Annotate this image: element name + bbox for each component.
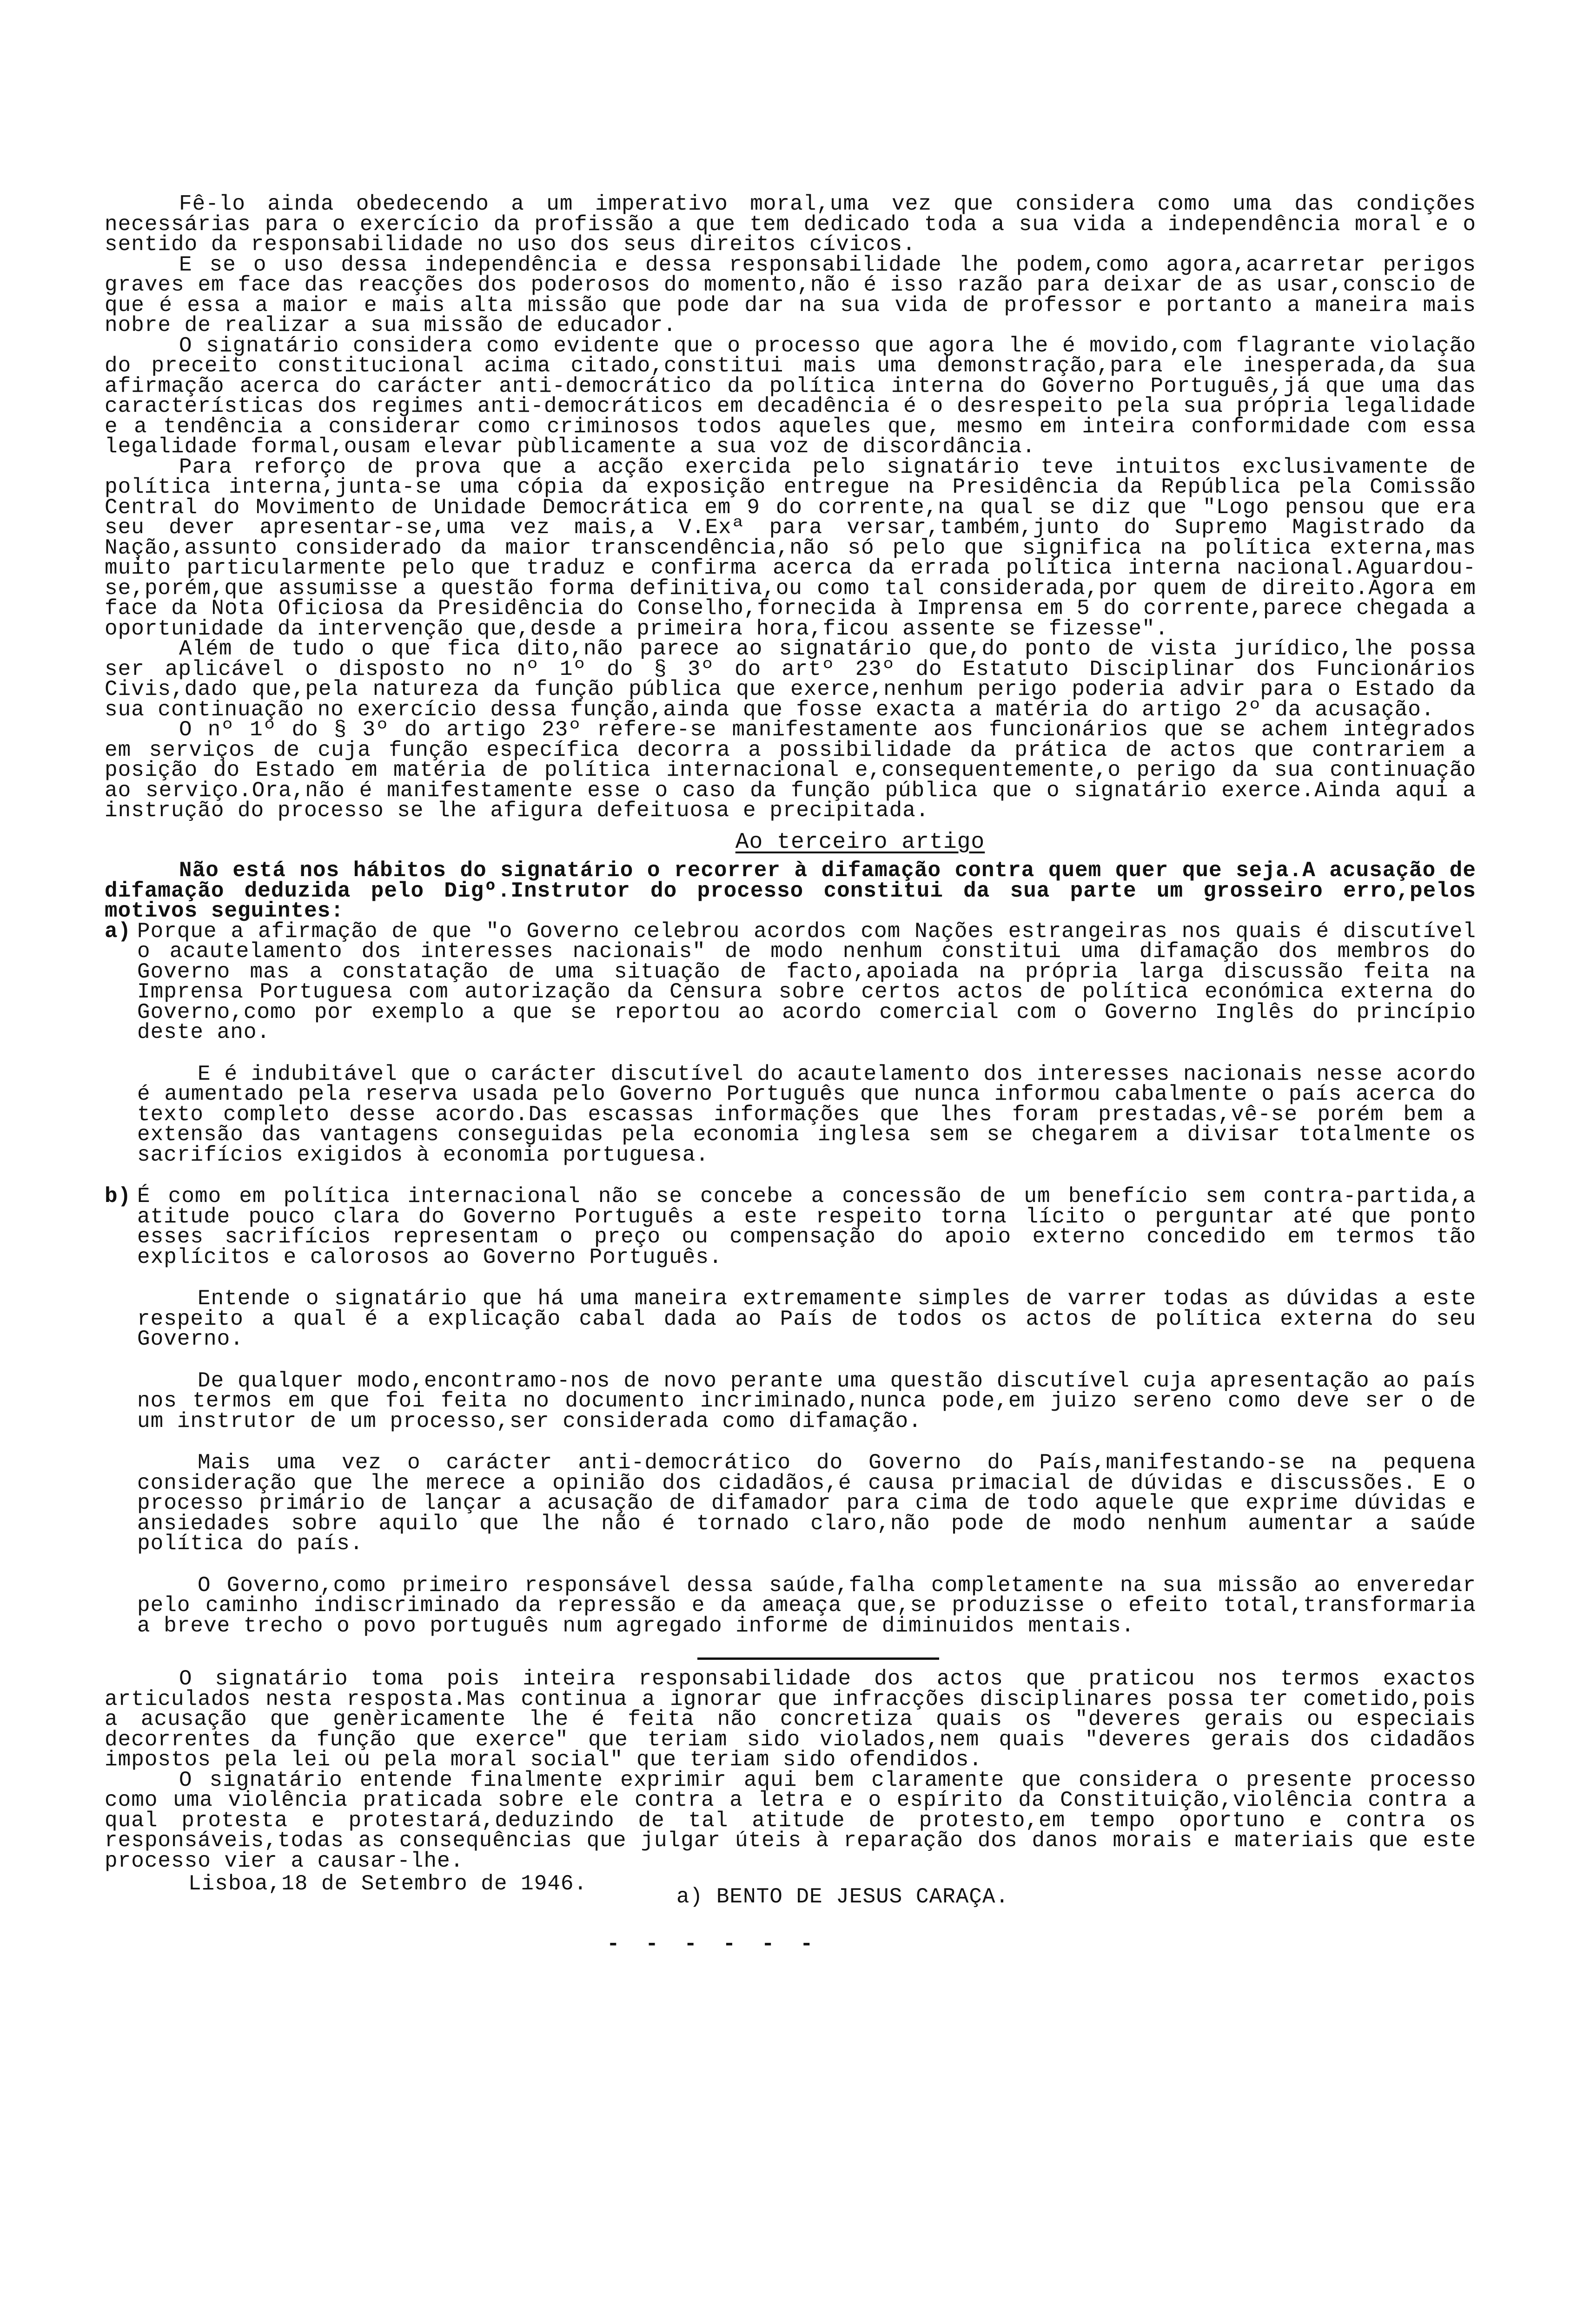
list-label-a: a)	[105, 919, 132, 944]
paragraph-intro-3: O signatário considera como evidente que o processo que agora lhe é movido,com flagrante violação do preceito constitucional acima citado,constitui mais uma demonstração,para ele inesperada,da sua afirmação acerca do carácter anti-democrático da política interna do Governo Português,já que uma das características dos regimes anti-democráticos em decadência é o desrespeito pela sua própria legalidade e a tendência a considerar como criminosos todos aqueles que, mesmo em inteira conformidade com essa legalidade formal,ousam elevar pùblicamente a sua voz de discordância.	[105, 333, 1476, 459]
paragraph-intro-1: Fê-lo ainda obedecendo a um imperativo moral,uma vez que considera como uma das condições necessárias para o exercício da profissão a que tem dedicado toda a sua vida a independência moral e o sentido da responsabilidade no uso dos seus direitos cívicos.	[105, 192, 1476, 257]
list-text-b: É como em política internacional não se concebe a concessão de um benefício sem contra-partida,a atitude pouco clara do Governo Português a este respeito torna lícito o perguntar até que ponto esses sacrifícios representam o preço ou compensação do apoio externo concedido em termos tão explícitos e calorosos ao Governo Português.	[137, 1184, 1476, 1269]
document-body	[105, 194, 1476, 1955]
list-b-continuation-3: Mais uma vez o carácter anti-democrático do Governo do País,manifestando-se na pequena consideração que lhe merece a opinião dos cidadãos,é causa primacial de dúvidas e discussões. E o processo primário de lançar a acusação de difamador para cima de todo aquele que exprime dúvidas e ansiedades sobre aquilo que lhe não é tornado claro,não pode de modo nenhum aumentar a saúde política do país.	[137, 1451, 1476, 1556]
signature: a) BENTO DE JESUS CARAÇA.	[676, 1885, 1009, 1909]
section-heading: Ao terceiro artigo	[735, 829, 985, 855]
list-label-b: b)	[105, 1184, 132, 1208]
list-b-continuation-2: De qualquer modo,encontramo-nos de novo perante uma questão discutível cuja apresentação ao país nos termos em que foi feita no documento incriminado,nunca pode,em juizo sereno como deve ser o de um instrutor de um processo,ser considerada como difamação.	[137, 1368, 1476, 1433]
place-date: Lisboa,18 de Setembro de 1946.	[188, 1872, 588, 1896]
list-item-a	[105, 919, 1476, 1044]
paragraph-third-opening: Não está nos hábitos do signatário o recorrer à difamação contra quem quer que seja.A acusação de difamação deduzida pelo Digº.Instrutor do processo constitui da sua parte um grosseiro erro,pelos motivos seguintes:	[105, 858, 1476, 923]
paragraph-intro-4: Para reforço de prova que a acção exercida pelo signatário teve intuitos exclusivamente de política interna,junta-se uma cópia da exposição entregue na Presidência da República pela Comissão Central do Movimento de Unidade Democrática em 9 do corrente,na qual se diz que "Logo pensou que era seu dever apresentar-se,uma vez mais,a V.Exª para versar,também,junto do Supremo Magistrado da Nação,assunto considerado da maior transcendência,não só pelo que significa na política externa,mas muito particularmente pelo que traduz e confirma acerca da errada política interna nacional.Aguardou-se,porém,que assumisse a questão forma definitiva,ou como tal considerada,por quem de direito.Agora em face da Nota Oficiosa da Presidência do Conselho,fornecida à Imprensa em 5 do corrente,parece chegada a oportunidade da intervenção que,desde a primeira hora,ficou assente se fizesse".	[105, 455, 1476, 641]
paragraph-closing-1: O signatário toma pois inteira responsabilidade dos actos que praticou nos termos exactos articulados nesta resposta.Mas continua a ignorar que infracções disciplinares possa ter cometido,pois a acusação que genèricamente lhe é feita não concretiza quais os "deveres gerais ou especiais decorrentes da função que exerce" que teriam sido violados,nem quais "deveres gerais dos cidadãos impostos pela lei ou pela moral social" que teriam sido ofendidos.	[105, 1667, 1476, 1772]
section-heading-wrapper	[105, 829, 1476, 855]
paragraph-intro-6: O nº 1º do § 3º do artigo 23º refere-se manifestamente aos funcionários que se achem integrados em serviços de cuja função específica decorra a possibilidade da prática de actos que contrariem a posição do Estado em matéria de política internacional e,consequentemente,o perigo da sua continuação ao serviço.Ora,não é manifestamente esse o caso da função pública que o signatário exerce.Ainda aqui a instrução do processo se lhe afigura defeituosa e precipitada.	[105, 718, 1476, 823]
list-a-continuation: E é indubitável que o carácter discutível do acautelamento dos interesses nacionais nesse acordo é aumentado pela reserva usada pelo Governo Português que nunca informou cabalmente o país acerca do texto completo desse acordo.Das escassas informações que lhes foram prestadas,vê-se porém bem a extensão das vantagens conseguidas pela economia inglesa sem se chegarem a divisar totalmente os sacrifícios exigidos à economia portuguesa.	[137, 1062, 1476, 1167]
list-text-a: Porque a afirmação de que "o Governo celebrou acordos com Nações estrangeiras nos quais é discutível o acautelamento dos interesses nacionais" de modo nenhum constitui uma difamação dos membros do Governo mas a constatação de uma situação de facto,apoiada na própria larga discussão feita na Imprensa Portuguesa com autorização da Censura sobre certos actos de política económica externa do Governo,como por exemplo a que se reportou ao acordo comercial com o Governo Inglês do princípio deste ano.	[137, 919, 1476, 1044]
list-b-continuation-1: Entende o signatário que há uma maneira extremamente simples de varrer todas as dúvidas a este respeito a qual é a explicação cabal dada ao País de todos os actos de política externa do seu Governo.	[137, 1287, 1476, 1351]
paragraph-closing-2: O signatário entende finalmente exprimir aqui bem claramente que considera o presente processo como uma violência praticada sobre ele contra a letra e o espírito da Constituição,violência contra a qual protesta e protestará,deduzindo de tal atitude de protesto,em tempo oportuno e contra os responsáveis,todas as consequências que julgar úteis à reparação dos danos morais e materiais que este processo vier a causar-lhe.	[105, 1768, 1476, 1873]
section-divider	[697, 1657, 939, 1660]
signature-row	[105, 1874, 1476, 1907]
end-mark: - - - - - -	[607, 1932, 820, 1956]
list-item-b	[105, 1184, 1476, 1269]
paragraph-intro-2: E se o uso dessa independência e dessa responsabilidade lhe podem,como agora,acarretar perigos graves em face das reacções dos poderosos do momento,não é isso razão para deixar de as usar,conscio de que é essa a maior e mais alta missão que pode dar na sua vida de professor e portanto a maneira mais nobre de realizar a sua missão de educador.	[105, 252, 1476, 337]
paragraph-intro-5: Além de tudo o que fica dito,não parece ao signatário que,do ponto de vista jurídico,lhe possa ser aplicável o disposto no nº 1º do § 3º do artº 23º do Estatuto Disciplinar dos Funcionários Civis,dado que,pela natureza da função pública que exerce,nenhum perigo poderia advir para o Estado da sua continuação no exercício dessa função,ainda que fosse exacta a matéria do artigo 2º da acusação.	[105, 637, 1476, 722]
list-b-continuation-4: O Governo,como primeiro responsável dessa saúde,falha completamente na sua missão ao enveredar pelo caminho indiscriminado da repressão e da ameaça que,se produzisse o efeito total,transformaria a breve trecho o povo português num agregado informe de diminuidos mentais.	[137, 1573, 1476, 1638]
